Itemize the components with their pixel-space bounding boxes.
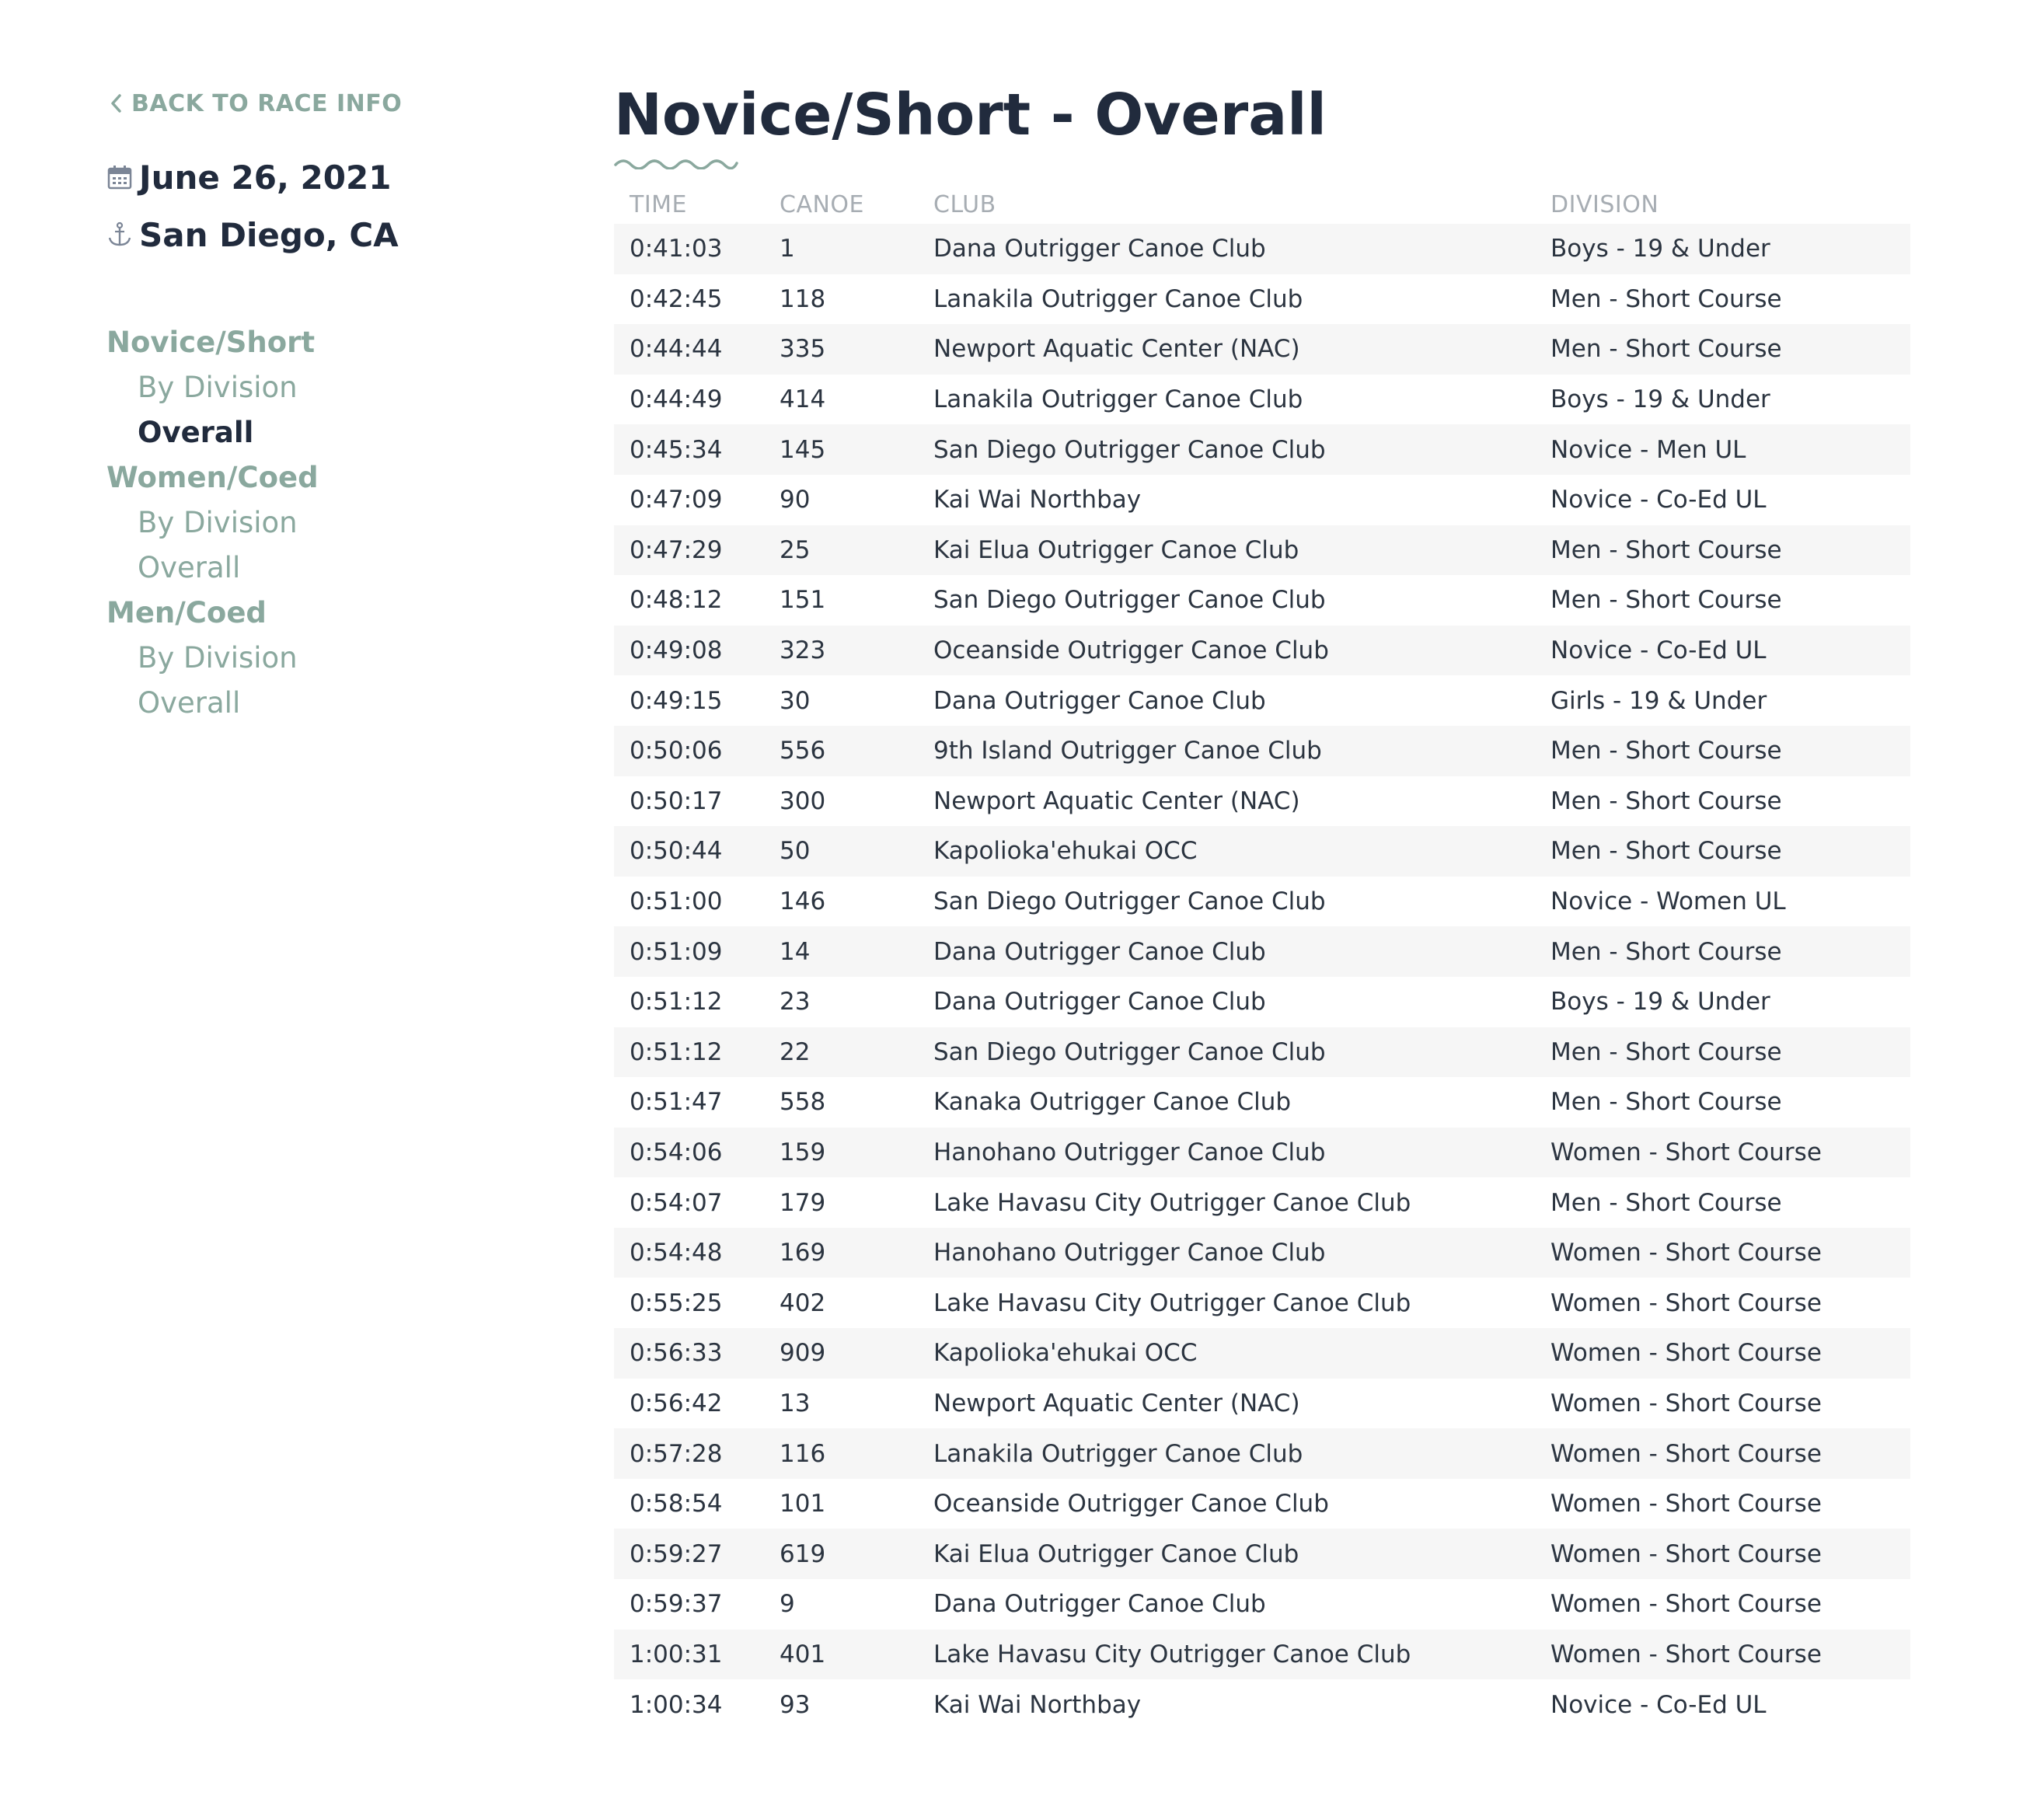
cell-time: 0:54:06 (614, 1128, 764, 1178)
cell-canoe: 323 (764, 626, 918, 676)
cell-division: Women - Short Course (1550, 1288, 1822, 1317)
cell-time: 0:48:12 (630, 586, 723, 615)
race-date-text: June 26, 2021 (139, 158, 392, 197)
cell-time: 0:56:42 (630, 1389, 723, 1417)
cell-club: Newport Aquatic Center (NAC) (918, 324, 1535, 375)
cell-division: Women - Short Course (1535, 1630, 1910, 1680)
chevron-left-icon (106, 91, 125, 116)
cell-canoe: 556 (764, 726, 918, 776)
cell-club: Kai Wai Northbay (933, 486, 1142, 514)
table-row (614, 877, 1910, 927)
cell-club: Newport Aquatic Center (NAC) (933, 1389, 1300, 1417)
cell-division: Men - Short Course (1550, 586, 1782, 615)
nav-novice-short-overall[interactable]: Overall (138, 416, 254, 449)
wave-icon (614, 155, 738, 169)
table-row (614, 224, 1910, 274)
table-row (614, 1428, 1910, 1479)
cell-canoe: 9 (780, 1590, 795, 1619)
cell-canoe: 146 (780, 887, 826, 916)
table-row (614, 475, 1910, 525)
cell-division: Men - Short Course (1550, 1088, 1782, 1117)
cell-canoe: 13 (780, 1389, 811, 1417)
cell-club: Lake Havasu City Outrigger Canoe Club (933, 1188, 1411, 1217)
cell-club: Kai Wai Northbay (933, 1690, 1142, 1719)
cell-time: 0:49:15 (630, 686, 723, 715)
cell-time: 0:54:07 (630, 1188, 723, 1217)
cell-time: 0:51:09 (614, 926, 764, 977)
cell-time: 0:44:44 (614, 324, 764, 375)
table-row (614, 926, 1910, 977)
cell-canoe: 22 (764, 1027, 918, 1078)
cell-time: 0:51:12 (614, 1027, 764, 1078)
table-row (614, 1479, 1910, 1529)
table-row (614, 1379, 1910, 1429)
cell-division: Women - Short Course (1535, 1228, 1910, 1278)
cell-club: San Diego Outrigger Canoe Club (918, 424, 1535, 475)
table-row (614, 525, 1910, 576)
table-row (614, 626, 1910, 676)
table-row (614, 977, 1910, 1027)
table-row (614, 1529, 1910, 1579)
cell-canoe: 909 (764, 1328, 918, 1379)
table-row (614, 1077, 1910, 1128)
cell-time: 0:59:37 (630, 1590, 723, 1619)
cell-division: Novice - Co-Ed UL (1535, 626, 1910, 676)
cell-canoe: 90 (780, 486, 811, 514)
cell-time: 0:47:09 (630, 486, 723, 514)
cell-club: Dana Outrigger Canoe Club (933, 1590, 1266, 1619)
cell-canoe: 101 (780, 1490, 826, 1518)
table-header-row (614, 185, 1910, 224)
cell-time: 0:49:08 (614, 626, 764, 676)
cell-club: Kai Elua Outrigger Canoe Club (918, 1529, 1535, 1579)
table-row (614, 726, 1910, 776)
column-header-division: DIVISION (1550, 190, 1659, 218)
table-row (614, 424, 1910, 475)
nav-novice-short-by-division[interactable]: By Division (138, 371, 298, 404)
cell-canoe: 335 (764, 324, 918, 375)
nav-group-men-coed[interactable]: Men/Coed (106, 596, 267, 629)
cell-club: Lanakila Outrigger Canoe Club (933, 284, 1303, 313)
cell-club: San Diego Outrigger Canoe Club (933, 586, 1326, 615)
cell-division: Novice - Men UL (1535, 424, 1910, 475)
cell-canoe: 116 (764, 1428, 918, 1479)
cell-club: Lanakila Outrigger Canoe Club (918, 1428, 1535, 1479)
cell-club: Lake Havasu City Outrigger Canoe Club (933, 1288, 1411, 1317)
cell-division: Women - Short Course (1550, 1590, 1822, 1619)
cell-time: 0:50:44 (614, 826, 764, 877)
cell-club: Dana Outrigger Canoe Club (933, 988, 1266, 1016)
back-to-race-info-link[interactable] (106, 87, 542, 120)
cell-club: Kai Elua Outrigger Canoe Club (918, 525, 1535, 576)
cell-club: Oceanside Outrigger Canoe Club (918, 626, 1535, 676)
table-row (614, 324, 1910, 375)
cell-canoe: 50 (764, 826, 918, 877)
cell-time: 0:57:28 (614, 1428, 764, 1479)
cell-club: San Diego Outrigger Canoe Club (918, 1027, 1535, 1078)
table-row (614, 1228, 1910, 1278)
table-row (614, 1679, 1910, 1730)
results-main (614, 78, 1910, 1730)
cell-time: 0:50:06 (614, 726, 764, 776)
cell-division: Men - Short Course (1535, 726, 1910, 776)
nav-women-coed-overall[interactable]: Overall (138, 551, 241, 584)
sidebar (106, 87, 542, 726)
table-row (614, 1128, 1910, 1178)
cell-canoe: 414 (780, 385, 826, 414)
cell-time: 0:51:00 (630, 887, 723, 916)
cell-division: Women - Short Course (1535, 1128, 1910, 1178)
cell-division: Women - Short Course (1535, 1328, 1910, 1379)
nav-men-coed-by-division[interactable]: By Division (138, 641, 298, 675)
table-row (614, 675, 1910, 726)
cell-division: Novice - Co-Ed UL (1550, 486, 1767, 514)
cell-time: 0:51:12 (630, 988, 723, 1016)
nav-group-novice-short[interactable]: Novice/Short (106, 326, 316, 359)
table-row (614, 776, 1910, 827)
cell-division: Boys - 19 & Under (1535, 224, 1910, 274)
cell-canoe: 14 (764, 926, 918, 977)
cell-division: Men - Short Course (1550, 786, 1782, 815)
cell-canoe: 619 (764, 1529, 918, 1579)
table-row (614, 274, 1910, 325)
cell-canoe: 93 (780, 1690, 811, 1719)
table-row (614, 1278, 1910, 1328)
cell-division: Men - Short Course (1550, 1188, 1782, 1217)
cell-canoe: 159 (764, 1128, 918, 1178)
nav-group-women-coed[interactable]: Women/Coed (106, 461, 319, 494)
cell-time: 0:56:33 (614, 1328, 764, 1379)
table-row (614, 1579, 1910, 1630)
cell-club: San Diego Outrigger Canoe Club (933, 887, 1326, 916)
cell-division: Men - Short Course (1535, 926, 1910, 977)
table-row (614, 1328, 1910, 1379)
cell-club: Lanakila Outrigger Canoe Club (933, 385, 1303, 414)
cell-club: Dana Outrigger Canoe Club (918, 926, 1535, 977)
cell-time: 0:45:34 (614, 424, 764, 475)
cell-division: Men - Short Course (1550, 284, 1782, 313)
cell-club: Oceanside Outrigger Canoe Club (933, 1490, 1329, 1518)
table-row (614, 1027, 1910, 1078)
cell-canoe: 25 (764, 525, 918, 576)
cell-club: Dana Outrigger Canoe Club (918, 224, 1535, 274)
cell-club: Hanohano Outrigger Canoe Club (918, 1128, 1535, 1178)
column-header-time: TIME (630, 190, 688, 218)
cell-division: Women - Short Course (1550, 1490, 1822, 1518)
cell-canoe: 151 (780, 586, 826, 615)
nav-women-coed-by-division[interactable]: By Division (138, 506, 298, 539)
cell-canoe: 401 (764, 1630, 918, 1680)
column-header-club: CLUB (933, 190, 996, 218)
cell-division: Men - Short Course (1535, 324, 1910, 375)
race-location-text: San Diego, CA (139, 215, 399, 254)
page-title: Novice/Short - Overall (614, 82, 1327, 148)
cell-time: 0:58:54 (630, 1490, 723, 1518)
cell-canoe: 145 (764, 424, 918, 475)
cell-club: Kapolioka'ehukai OCC (918, 826, 1535, 877)
cell-division: Men - Short Course (1535, 826, 1910, 877)
cell-canoe: 558 (780, 1088, 826, 1117)
column-header-canoe: CANOE (780, 190, 864, 218)
cell-time: 0:59:27 (614, 1529, 764, 1579)
cell-club: Newport Aquatic Center (NAC) (933, 786, 1300, 815)
cell-canoe: 1 (764, 224, 918, 274)
cell-division: Men - Short Course (1535, 1027, 1910, 1078)
cell-time: 0:47:29 (614, 525, 764, 576)
cell-time: 0:51:47 (630, 1088, 723, 1117)
results-nav (106, 320, 542, 726)
cell-time: 0:44:49 (630, 385, 723, 414)
table-row (614, 575, 1910, 626)
cell-division: Women - Short Course (1535, 1529, 1910, 1579)
cell-canoe: 118 (780, 284, 826, 313)
cell-time: 0:42:45 (630, 284, 723, 313)
cell-canoe: 179 (780, 1188, 826, 1217)
race-location (106, 211, 542, 258)
table-row (614, 1630, 1910, 1680)
cell-canoe: 300 (780, 786, 826, 815)
cell-canoe: 23 (780, 988, 811, 1016)
cell-division: Novice - Co-Ed UL (1550, 1690, 1767, 1719)
table-row (614, 375, 1910, 425)
cell-time: 0:55:25 (630, 1288, 723, 1317)
cell-canoe: 169 (764, 1228, 918, 1278)
cell-division: Boys - 19 & Under (1550, 988, 1770, 1016)
calendar-icon (106, 164, 133, 190)
cell-time: 0:54:48 (614, 1228, 764, 1278)
cell-time: 0:50:17 (630, 786, 723, 815)
cell-time: 1:00:34 (630, 1690, 723, 1719)
cell-club: 9th Island Outrigger Canoe Club (918, 726, 1535, 776)
cell-division: Boys - 19 & Under (1550, 385, 1770, 414)
cell-time: 1:00:31 (614, 1630, 764, 1680)
cell-club: Kapolioka'ehukai OCC (918, 1328, 1535, 1379)
table-row (614, 826, 1910, 877)
results-table (614, 185, 1910, 1730)
table-row (614, 1177, 1910, 1228)
nav-men-coed-overall[interactable]: Overall (138, 686, 241, 720)
results-body (614, 224, 1910, 1730)
cell-club: Lake Havasu City Outrigger Canoe Club (918, 1630, 1535, 1680)
cell-canoe: 402 (780, 1288, 826, 1317)
cell-division: Women - Short Course (1550, 1389, 1822, 1417)
race-date (106, 154, 542, 200)
cell-division: Men - Short Course (1535, 525, 1910, 576)
cell-division: Girls - 19 & Under (1550, 686, 1767, 715)
cell-time: 0:41:03 (614, 224, 764, 274)
cell-club: Dana Outrigger Canoe Club (933, 686, 1266, 715)
cell-club: Kanaka Outrigger Canoe Club (933, 1088, 1292, 1117)
anchor-icon (106, 221, 133, 248)
cell-club: Hanohano Outrigger Canoe Club (918, 1228, 1535, 1278)
cell-canoe: 30 (780, 686, 811, 715)
cell-division: Novice - Women UL (1550, 887, 1786, 916)
back-link-label: BACK TO RACE INFO (131, 89, 403, 117)
cell-division: Women - Short Course (1535, 1428, 1910, 1479)
